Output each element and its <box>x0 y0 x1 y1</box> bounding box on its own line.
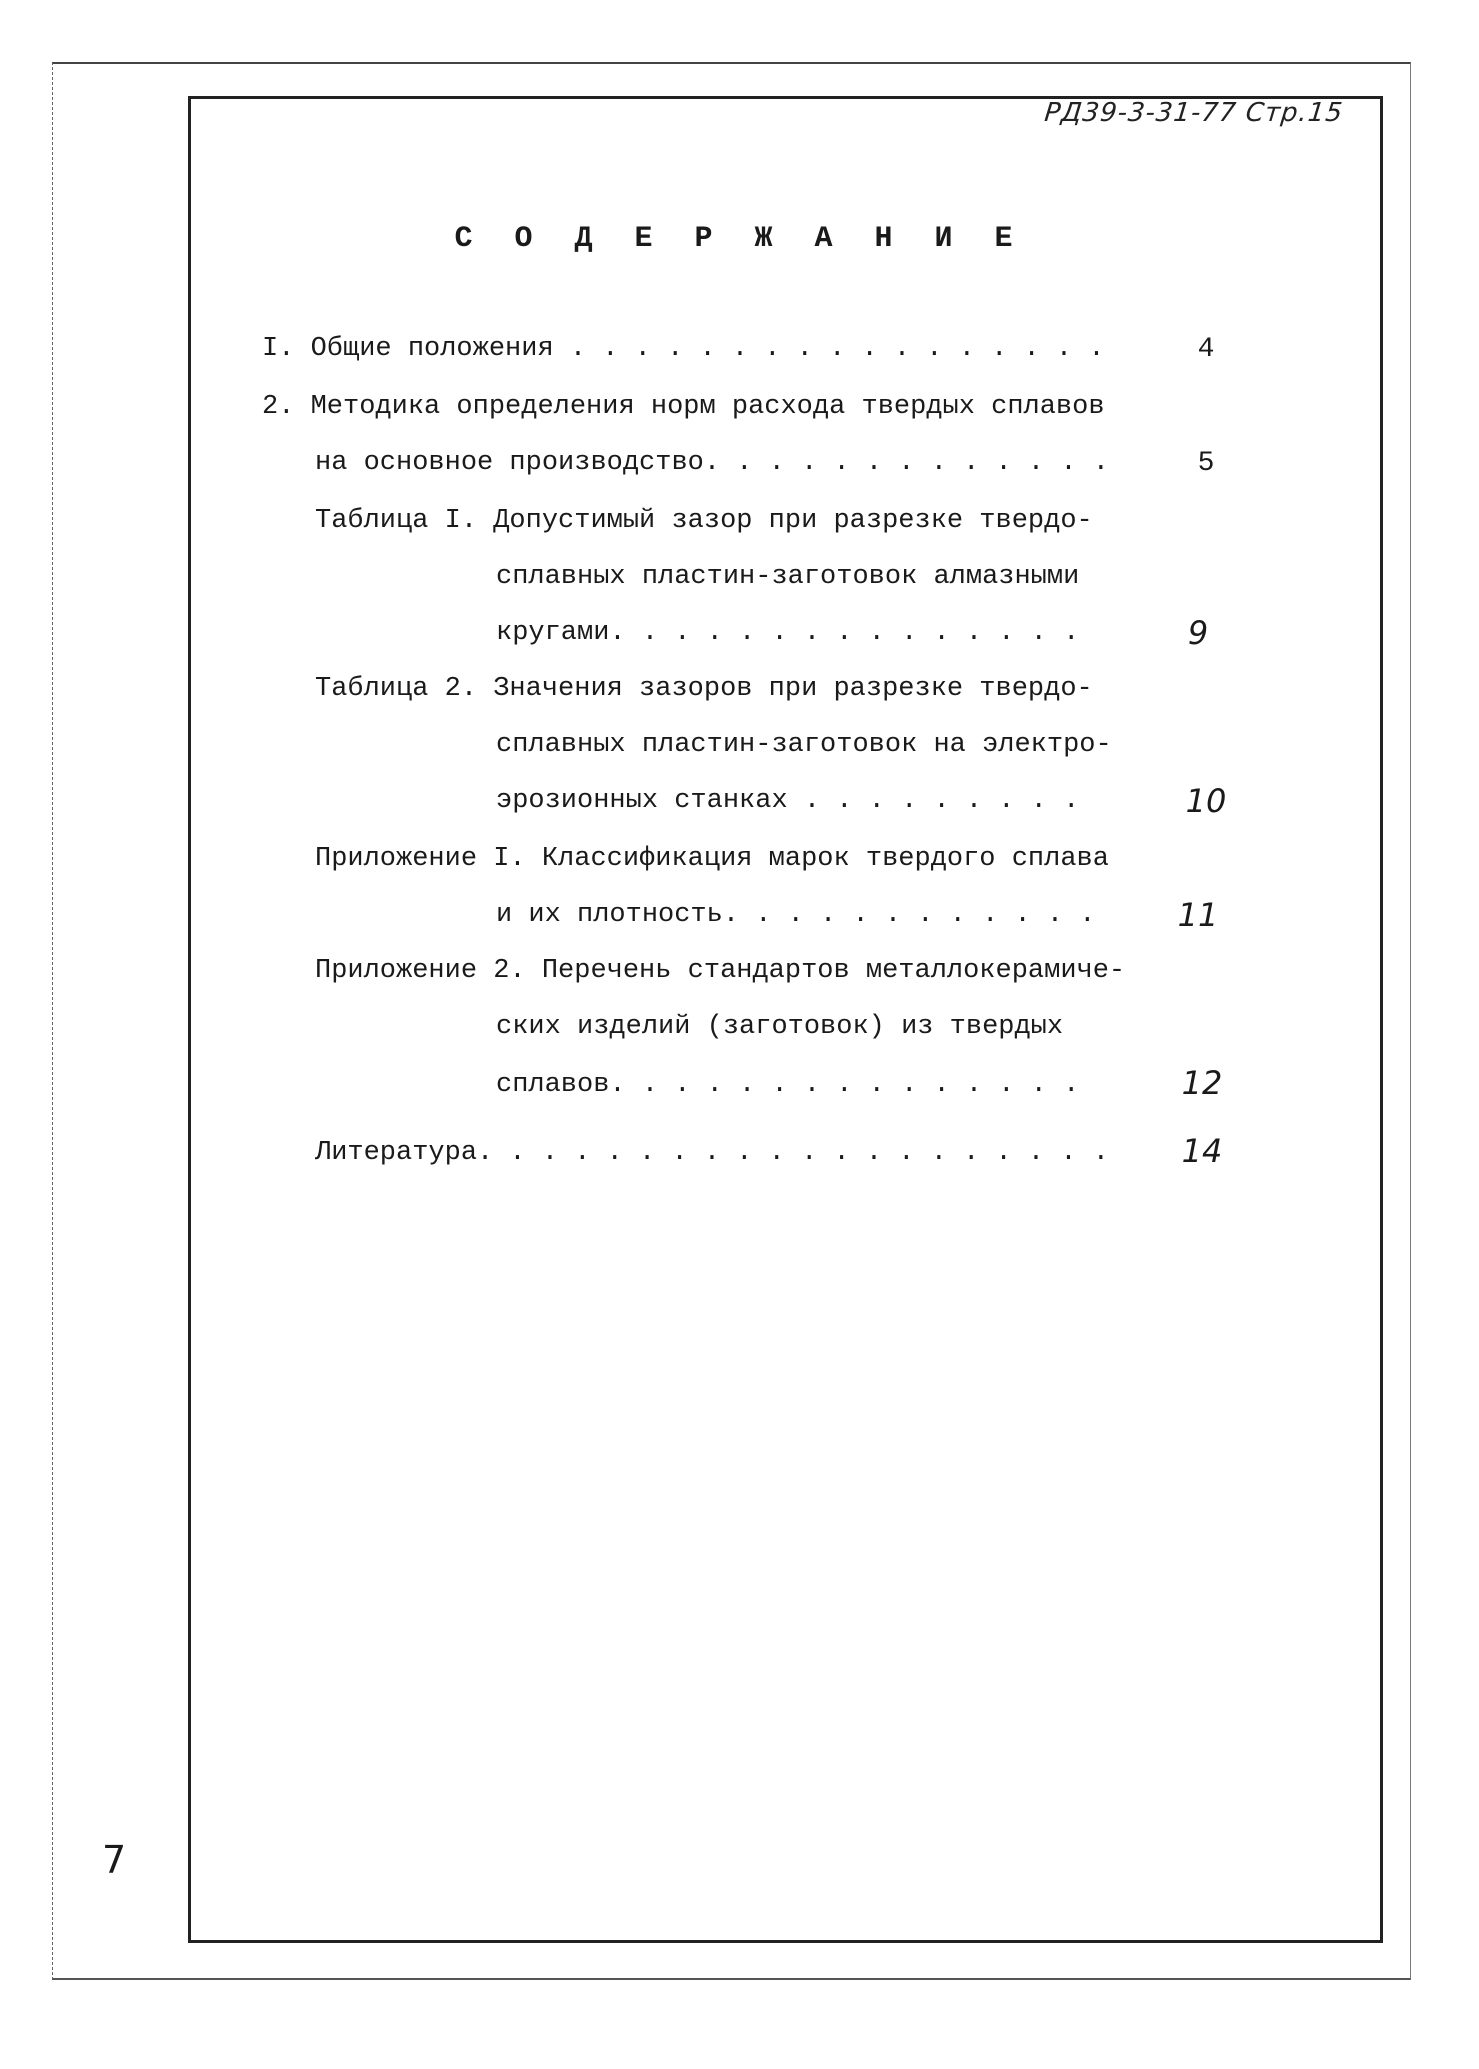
toc-page-number: 5 <box>1197 448 1215 479</box>
toc-page-number: 10 <box>1185 782 1227 820</box>
toc-page-number: 12 <box>1181 1064 1223 1102</box>
toc-entry-table-2-cont: сплавных пластин-заготовок на электро- <box>496 730 1112 760</box>
document-code-header: РД39-3-31-77 Стр.15 <box>1043 98 1345 128</box>
toc-page-number: 14 <box>1181 1132 1223 1170</box>
toc-page-number: 4 <box>1197 334 1215 365</box>
sheet-number: 7 <box>102 1838 127 1882</box>
toc-entry-methodology-cont: на основное производство. . . . . . . . . . . . . <box>315 448 1109 478</box>
toc-entry-table-1: Таблица I. Допустимый зазор при разрезке твердо- <box>315 506 1093 536</box>
toc-entry-appendix-2-cont: сплавов. . . . . . . . . . . . . . . <box>496 1070 1080 1100</box>
toc-entry-appendix-1: Приложение I. Классификация марок твердого сплава <box>315 844 1109 874</box>
toc-entry-methodology: 2. Методика определения норм расхода твердых сплавов <box>262 392 1105 422</box>
toc-page-number: 11 <box>1177 896 1219 934</box>
toc-entry-table-1-cont: кругами. . . . . . . . . . . . . . . <box>496 618 1080 648</box>
toc-entry-table-1-cont: сплавных пластин-заготовок алмазными <box>496 562 1080 592</box>
toc-entry-appendix-2: Приложение 2. Перечень стандартов металлокерамиче- <box>315 956 1126 986</box>
page-title: С О Д Е Р Ж А Н И Е <box>454 222 1025 256</box>
toc-entry-appendix-1-cont: и их плотность. . . . . . . . . . . . <box>496 900 1096 930</box>
toc-entry-table-2: Таблица 2. Значения зазоров при разрезке твердо- <box>315 674 1093 704</box>
toc-entry-general-provisions: I. Общие положения . . . . . . . . . . . . . . . . . <box>262 334 1105 364</box>
toc-entry-appendix-2-cont: ских изделий (заготовок) из твердых <box>496 1012 1064 1042</box>
toc-entry-table-2-cont: эрозионных станках . . . . . . . . . <box>496 786 1080 816</box>
toc-entry-literature: Литература. . . . . . . . . . . . . . . . . . . . <box>315 1138 1109 1168</box>
toc-page-number: 9 <box>1187 614 1209 652</box>
